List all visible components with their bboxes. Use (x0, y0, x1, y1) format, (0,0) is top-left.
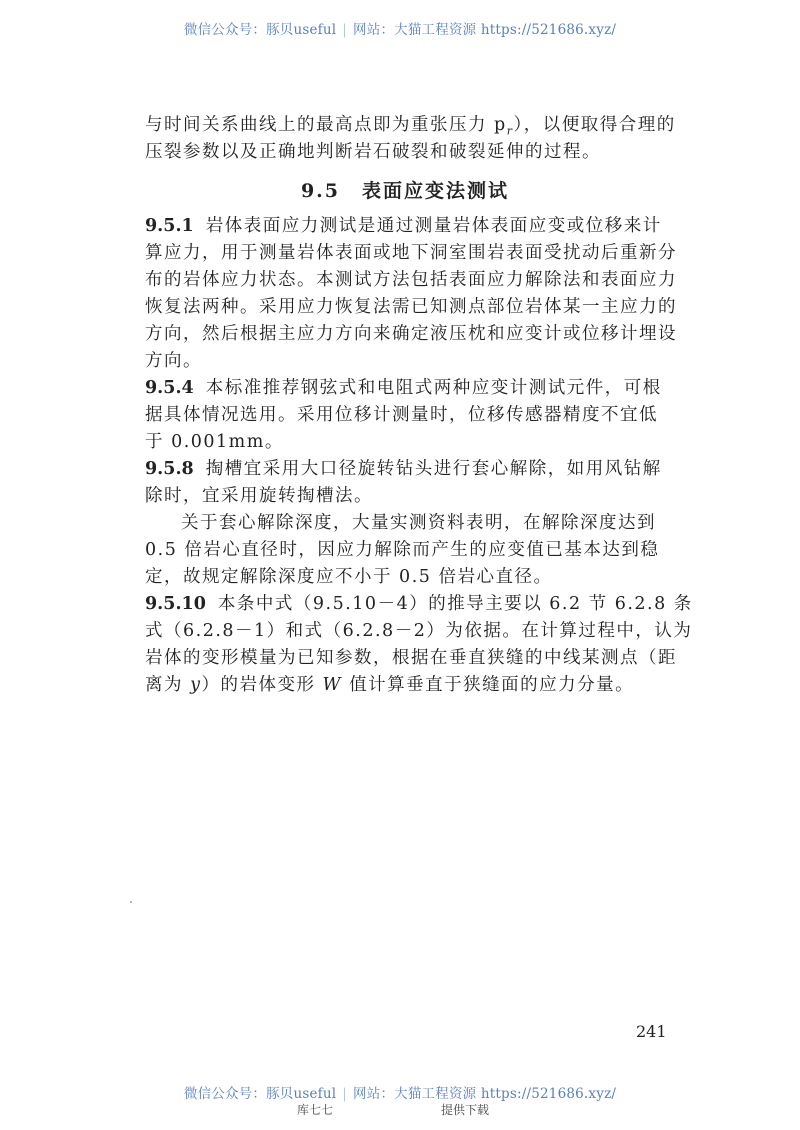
clause-number: 9.5.4 (145, 378, 194, 398)
page-body (145, 112, 693, 699)
section-number: 9.5 (300, 180, 341, 202)
watermark-site: 网站：大猫工程资源 https://521686.xyz/ (353, 1086, 617, 1102)
watermark-separator: | (342, 1086, 348, 1102)
continued-paragraph (145, 112, 676, 166)
credit-left: 库七七 (297, 1103, 334, 1117)
variable-y: y (190, 675, 202, 695)
text-line: 压裂参数以及正确地判断岩石破裂和破裂延伸的过程。 (145, 142, 601, 162)
variable-w: W (322, 675, 343, 695)
clause-9-5-10: 9.5.10 本条中式（9.5.10－4）的推导主要以 6.2 节 6.2.8 条 式（6.2.8－1）和式（6.2.8－2）为依据。在计算过程中，认为 岩体的变形模量为已知参数，根据在垂直狭缝的中线某测点（距 离为 y）的岩体变形 W 值计算垂直于狭缝面的应力分量。 (145, 594, 693, 695)
page-number: 241 (636, 1022, 667, 1041)
watermark-site: 网站：大猫工程资源 https://521686.xyz/ (353, 22, 617, 38)
clause-number: 9.5.10 (145, 594, 206, 614)
subscript-r: r (506, 124, 514, 138)
watermark-wechat: 微信公众号：豚贝useful (183, 22, 337, 38)
clause-9-5-1: 9.5.1 岩体表面应力测试是通过测量岩体表面应变或位移来计 算应力，用于测量岩体表面或地下洞室围岩表面受扰动后重新分 布的岩体应力状态。本测试方法包括表面应力解除法和表面应力 恢复法两种。采用应力恢复法需已知测点部位岩体某一主应力的 方向，然后根据主应力方向来确定液压枕和应变计或位移计埋设 方向。 (145, 216, 677, 371)
watermark-header (0, 18, 800, 38)
watermark-wechat: 微信公众号：豚贝useful (183, 1086, 337, 1102)
scan-speck (130, 901, 132, 903)
clause-9-5-4: 9.5.4 本标准推荐钢弦式和电阻式两种应变计测试元件，可根 据具体情况选用。采用位移计测量时，位移传感器精度不宜低 于 0.001mm。 (145, 378, 662, 452)
clause-number: 9.5.8 (145, 459, 194, 479)
clause-9-5-8: 9.5.8 掏槽宜采用大口径旋转钻头进行套心解除，如用风钻解 除时，宜采用旋转掏槽法。 关于套心解除深度，大量实测资料表明，在解除深度达到 0.5 倍岩心直径时，因应力解除而产生的应变值已基本达到稳 定，故规定解除深度应不小于 0.5 倍岩心直径。 (145, 459, 662, 587)
credit-right: 提供下载 (441, 1103, 490, 1117)
text-line: 与时间关系曲线上的最高点即为重张压力 $p_r$），以便取得合理的 (145, 115, 676, 138)
watermark-footer (0, 1082, 800, 1102)
watermark-separator: | (342, 22, 348, 38)
clause-number: 9.5.1 (145, 216, 194, 236)
section-title: 表面应变法测试 (362, 180, 510, 202)
section-heading (145, 170, 665, 213)
